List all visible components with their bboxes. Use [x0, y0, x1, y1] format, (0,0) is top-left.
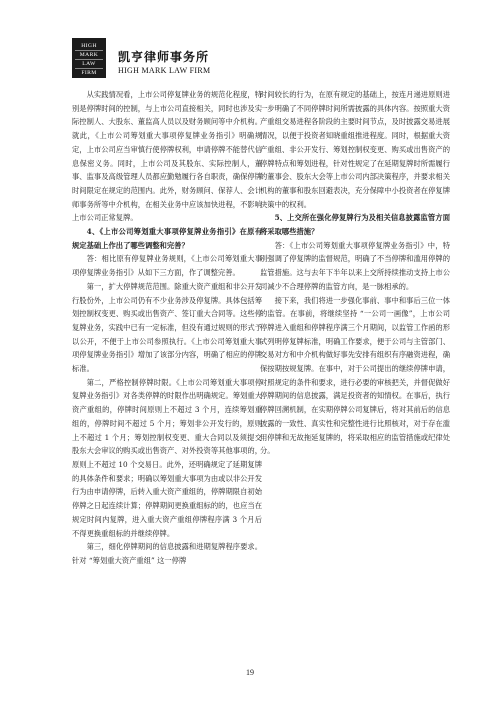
logo-line: HIGH: [75, 42, 103, 51]
paragraph: 从实践情况看，上市公司停复牌业务的规范化程度，特别是停牌时间的控制，与上市公司直接相关，同时也涉及实际控制人、大股东、董监高人员以及财务顾问等中介机构。就此，《上市公司筹划重大事项停复牌业务指引》明确规定，上市公司应当审慎行使停牌权利，申请停牌不能替代信息保密义务。同时，上市公司及其股东、实际控制人，董事、监事及高级管理人员都应勤勉履行各自职责，确保停牌时间限定在规定的范围内。此外，财务顾问、保荐人、会计师事务所等中介机构，在相关业务中应该加快进程，不影响上市公司正常复牌。: [72, 90, 262, 223]
firm-name-cn: 凯亨律师事务所: [118, 50, 210, 64]
paragraph: 第一，扩大停牌规范范围。除重大资产重组和非公开发行股份外，上市公司仍有不少业务涉及停复牌。具体包括筹划控制权变更、购买或出售资产、签订重大合同等。这些停复牌业务，实践中已有一定标准，但没有通过规则的形式予以公开，不便于上市公司参照执行。《上市公司筹划重大事项停复牌业务指引》增加了该部分内容，明确了相应的停牌标准。: [72, 281, 262, 374]
paragraph: 第三，细化停牌期间的信息披露和进期复牌程序要求。针对 “筹划重大资产重组” 这一停牌: [72, 542, 262, 565]
page-number: 19: [246, 668, 254, 677]
logo-line: FIRM: [81, 70, 97, 76]
right-column: [260, 88, 450, 458]
paragraph: 时间较长的行为，在原有规定的基础上，按连月递进原则进一步明确了不同停牌时间所需披露的具体内容。按照重大资产重组交易进程各阶段的主要时间节点，及时披露交易进展情况，以便于投资者知晓重组推进程度。同时，根据重大资产重组、非公开发行、筹划控制权变更、购买或出售资产的停牌特点和筹划进程，针对性规定了在延期复牌时所需履行的董事会、股东大会等上市公司内部决策程序，并要求相关机构的董事和股东回避表决，充分保障中小投资者在停复牌决策中的权利。: [260, 90, 450, 209]
paragraph: 答：相比原有停复牌业务规则，《上市公司筹划重大事项停复牌业务指引》从如下三方面，作了调整完善。: [72, 254, 262, 278]
logo-line: LAW: [75, 60, 103, 69]
paragraph: 第二，严格控制停牌时限。《上市公司筹划重大事项停复牌业务指引》对各类停牌的时限作出明确规定。筹划重大资产重组的，停牌时间原则上不超过 3 个月，连续筹划重组的，停牌时间不超过 5 个月；筹划非公开发行的，原则上不超过 1 个月；筹划控制权变更、重大合同以及须提交股东大会审议的购买或出售资产、对外投资等其他事项的，原则上不超过 10 个交易日。此外，还明确规定了延期复牌的具体条件和要求；明确以筹划重大事项为由或以非公开发行为由申请停牌，后转入重大资产重组的，停牌期限自初始停牌之日起连续计算；停牌期间更换重组标的的，也应当在规定时间内复牌，进入重大资产重组停牌程序满 3 个月后不得更换重组标的并继续停牌。: [72, 377, 262, 538]
left-column: [72, 88, 262, 568]
paragraph: 接下来，我们将进一步强化事前、事中和事后三位一体的监管。在事前，将继续坚持 “一公司一画像”，上市公司停牌进入重组和停牌程序满三个月期间，以监管工作函的形式列明停复牌标准，明确工作要求，便于公司与主管部门、交易对方和中介机构做好事先安排有组织有序融资进程，确保按期按规复牌。在事中，对于公司提出的继续停牌申请，对照规定的条件和要求，进行必要的审核把关，并督促做好停牌期间的信息披露，满足投资者的知情权。在事后，执行停牌回溯机制，在实期停牌公司复牌后，将对其前后的信息披露的一致性、真实性和完整性进行比照核对，对于存在滥用停牌和无故拖延复牌的，将采取相应的监管措施或纪律处分。: [260, 295, 450, 456]
firm-name-en: HIGH MARK LAW FIRM: [118, 66, 211, 75]
logo-line: MARK: [75, 51, 103, 60]
paragraph: 答：《上市公司筹划重大事项停复牌业务指引》中，特别强调了停复牌的监督规范，明确了不当停牌和滥用停牌的监管措施。这与去年下半年以来上交所持续推动支持上市公司减少不合理停牌的监管方向，是一脉相承的。: [260, 240, 450, 291]
question-heading: 5、上交所在强化停复牌行为及相关信息披露监管方面将采取哪些措施？: [260, 213, 450, 237]
question-heading: 4、《上市公司筹划重大事项停复牌业务指引》在原有规定基础上作出了哪些调整和完善？: [72, 227, 262, 250]
firm-logo: [72, 38, 106, 78]
